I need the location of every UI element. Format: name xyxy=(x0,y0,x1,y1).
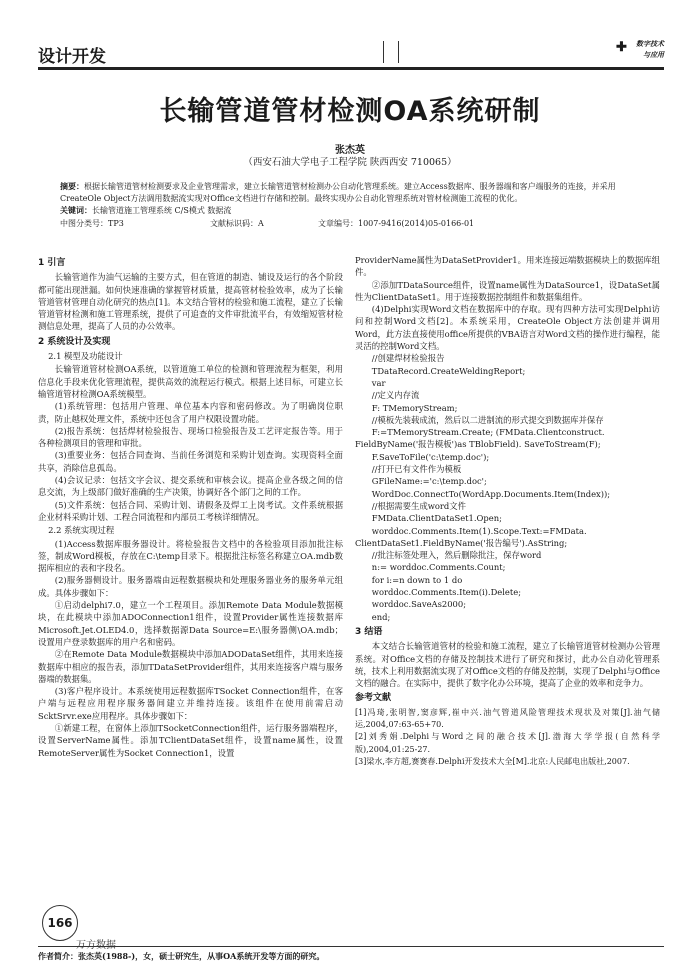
heading-intro: 1 引言 xyxy=(38,258,66,268)
code-line: F: TMemoryStream; xyxy=(371,402,458,413)
paragraph: ②添加TDataSource组件，设置name属性为DataSource1，设DataSet属性为ClientDataSet1。用于连接数据控制组件和数据集组件。 xyxy=(355,279,660,302)
paragraph: (2)服务器侧设计。服务器端由远程数据模块和处理服务器业务的服务单元组成。具体步骤如下： xyxy=(38,575,343,598)
classification-line xyxy=(60,218,652,230)
abstract-block xyxy=(60,181,652,217)
abstract-label: 摘要： xyxy=(60,182,84,191)
code-line: //批注标签处理入，然后删除批注，保存word xyxy=(371,550,542,561)
subheading-implementation: 2.2 系统实现过程 xyxy=(48,525,115,536)
code-line: F.SaveToFile('c:\temp.doc'); xyxy=(371,451,490,462)
code-line: GFileName:='c:\temp.doc'; xyxy=(371,476,487,487)
right-column xyxy=(355,254,660,768)
subheading-model: 2.1 模型及功能设计 xyxy=(48,351,123,362)
code-line: end; xyxy=(371,611,391,622)
heading-design: 2 系统设计及实现 xyxy=(38,336,111,347)
header-divider xyxy=(383,41,399,63)
doc-code: 文献标识码：A xyxy=(210,219,264,228)
paragraph: 本文结合长输管道管材的检验和施工流程，建立了长输管道管材检测办公管理系统。对Office文档的存储及控制技术进行了研究和探讨，此办公自动化管理系统，技术上利用数据流实现了对Office文档的存储及控制，实现了Delphi与Office文档的融合。在实际中，提供了数字化办公环境，提高了企业的效率和竞争力。 xyxy=(355,641,660,689)
paragraph: (2)报告系统：包括焊材检验报告、现场口检验报告及工艺评定报告等。用于各种检测项目的管理和审批。 xyxy=(38,425,343,449)
footer-rule xyxy=(38,946,664,947)
abstract-text: 根据长输管道管材检测要求及企业管理需求，建立长输管道管材检测办公自动化管理系统。建立Access数据库、服务器端和客户端服务的连接，并采用CreateOle Object方法调用数据流实现对Office文档进行存储和控制。最终实现办公自动化管理系统对管材检测施工流程的优化。 xyxy=(60,182,616,203)
code-line: //根据需要生成word文件 xyxy=(371,500,467,511)
code-line: ClientDataSet1.FieldByName('报告编号').AsString; xyxy=(355,537,568,548)
section-label: 设计开发 xyxy=(38,47,106,67)
header-rule xyxy=(38,67,664,70)
author-affiliation: （西安石油大学电子工程学院 陕西西安 710065） xyxy=(243,157,457,168)
code-line: TDataRecord.CreateWeldingReport; xyxy=(371,365,526,376)
paragraph: (3)客户程序设计。本系统使用远程数据库TSocket Connection组件，在客户端与远程应用程序服务器间建立并维持连接。该组件在使用前需启动ScktSrvr.exe应用程序。具体步骤如下： xyxy=(38,686,343,721)
paragraph: ①启动delphi7.0，建立一个工程项目。添加Remote Data Module数据模块，在此模块中添加ADOConnection1组件，设置Provider属性连接数据库Microsoft.Jet.OLED4.0，选择数据源Data Source=E:\服务器侧\OA.mdb；设置用户登录数据库的用户名和密码。 xyxy=(38,600,343,647)
heading-references: 参考文献 xyxy=(355,693,392,704)
code-line: //定义内存流 xyxy=(371,390,420,401)
code-line: worddoc.Comments.Item(i).Delete; xyxy=(371,587,522,598)
reference-item: [2]刘秀娟.Delphi与Word之间的融合技术[J].渤海大学学报(自然科学版),2004,01:25-27. xyxy=(355,732,660,754)
article-number: 文章编号：1007-9416(2014)05-0166-01 xyxy=(318,219,475,228)
code-line: FMData.ClientDataSet1.Open; xyxy=(371,513,502,524)
code-line: WordDoc.ConnectTo(WordApp.Documents.Item(Index)); xyxy=(371,488,611,499)
code-line: F:=TMemoryStream.Create; (FMData.Clientconstruct. xyxy=(371,427,605,438)
paragraph: (4)Delphi实现Word文档在数据库中的存取。现有四种方法可实现Delphi访问和控制Word文档[2]。本系统采用，CreateOle Object方法创建并调用Word，此方法直接使用office所提供的VBA语言对Word文档的操作进行编程，能灵活的控制Word文档。 xyxy=(355,304,660,352)
paragraph: (1)Access数据库服务器设计。将检验报告文档中的各检验项目添加批注标签，制成Word模板，存放在C:\temp目录下。根据批注标签名称建立OA.mdb数据库相应的表和字段名。 xyxy=(38,538,343,574)
author-name: 张杰英 xyxy=(335,145,365,156)
left-column xyxy=(38,254,343,759)
heading-conclusion: 3 结语 xyxy=(355,626,383,637)
paragraph: 长输管道管材检测OA系统，以管道施工单位的检测和管理流程为框架，利用信息化手段来优化管理流程，提供高效的流程运行模式。根据上述目标，可建立长输管道管材检测OA系统模型。 xyxy=(38,364,343,399)
author-bio: 作者简介：张杰英(1988-)，女，硕士研究生，从事OA系统开发等方面的研究。 xyxy=(38,951,325,961)
paragraph: ②在Remote Data Module数据模块中添加ADODataSet组件，其用来连接数据库中相应的报告表，添加TDataSetProvider组件，其用来连接客户端与服务器端的数据集。 xyxy=(38,649,343,684)
code-line: //模板先装载成流，然后以二进制流的形式提交到数据库并保存 xyxy=(371,414,604,425)
paragraph: ①新建工程，在窗体上添加TSocketConnection组件，运行服务器端程序，设置ServerName属性。添加TClientDataSet组件，设置name属性，设置RemoteServer属性为Socket Connection1，设置 xyxy=(38,722,343,758)
running-header xyxy=(38,38,664,66)
code-line: FieldByName('报告模板')as TBlobField). SaveToStream(F); xyxy=(355,439,601,450)
paragraph: (5)文件系统：包括合同、采购计划、请假条及焊工上岗考试。文件系统根据企业材料采购计划、工程合同流程和内部员工考核详细情况。 xyxy=(38,499,343,522)
page-number-badge: 166 xyxy=(42,905,78,941)
journal-logo: ✚ 数字技术 与应用 xyxy=(616,39,664,59)
code-line: //打开已有文件作为模板 xyxy=(371,464,462,475)
paragraph: 长输管道作为油气运输的主要方式，但在管道的制造、铺设及运行的各个阶段都可能出现泄漏。如何快速准确的掌握管材质量，提高管材检验效率，成为了长输管道管材管理自动化研究的热点[1]。本文结合管材的检验和施工流程，建立了长输管道管材检测和施工管理系统，提供了可追查的文件审批流平台，有效缩短管材检测信息处理，提高了人员的办公效率。 xyxy=(38,272,343,332)
code-line: n:= worddoc.Comments.Count; xyxy=(371,562,506,573)
paragraph: ProviderName属性为DataSetProvider1。用来连接远端数据模块上的数据库组件。 xyxy=(355,255,660,278)
paper-title: 长输管道管材检测OA系统研制 xyxy=(159,96,541,127)
logo-cross-icon: ✚ xyxy=(616,40,627,55)
code-line: //创建焊材检验报告 xyxy=(371,353,445,364)
watermark: 万方数据 xyxy=(76,940,116,951)
code-line: worddoc.Comments.Item(1).Scope.Text:=FMData. xyxy=(371,525,587,536)
paragraph: (1)系统管理：包括用户管理、单位基本内容和密码修改。为了明确岗位职责，防止越权处理文件，系统中还包含了用户权限设置功能。 xyxy=(38,401,343,424)
reference-item: [1]冯琦,张明智,窦彦辉,崔中兴.油气管道风险管理技术现状及对策[J].油气储运,2004,07:63-65+70. xyxy=(355,707,660,729)
clc-number: 中图分类号：TP3 xyxy=(60,219,124,228)
code-line: worddoc.SaveAs2000; xyxy=(371,599,467,610)
reference-item: [3]梁水,李方超,赛赛春.Delphi开发技术大全[M].北京:人民邮电出版社,2007. xyxy=(355,756,630,766)
keywords-text: 长输管道施工管理系统 C/S模式 数据流 xyxy=(92,206,232,215)
code-line: var xyxy=(371,377,386,388)
code-line: for i:=n down to 1 do xyxy=(371,574,463,585)
paragraph: (4)会议记录：包括文字会议、提交系统和审核会议。提高企业各级之间的信息交流，为上级部门做好准确的生产决策，协调好各个部门之间的工作。 xyxy=(38,475,343,498)
paragraph: (3)重要业务：包括合同查询、当前任务浏览和采购计划查询。实现资料全面共享，消除信息孤岛。 xyxy=(38,450,343,473)
keywords-label: 关键词： xyxy=(60,206,92,215)
